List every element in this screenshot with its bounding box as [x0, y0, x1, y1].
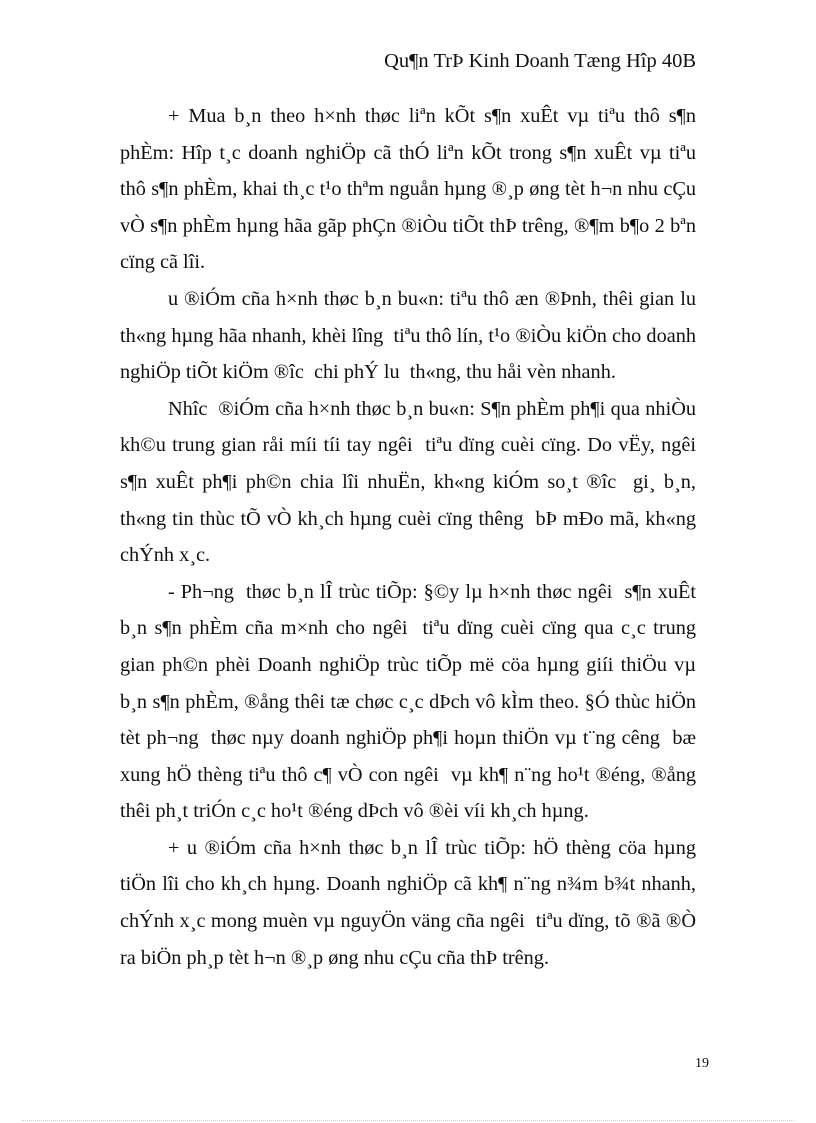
paragraph-wholesale-disadvantages: Nhîc ®iÓm cña h×nh thøc b¸n bu«n: S¶n phÈm ph¶i qua nhiÒu kh©u trung gian råi míi tíi tay ngêi tiªu dïng cuèi cïng. Do vËy, ngêi s¶n xuÊt ph¶i ph©n chia lîi nhuËn, kh«ng kiÓm so¸t ®îc gi¸ b¸n, th«ng tin thùc tÕ vÒ kh¸ch hµng cuèi cïng thêng bÞ mÐo mã, kh«ng chÝnh x¸c. — [120, 397, 707, 567]
page-edge-divider — [22, 1120, 794, 1121]
paragraph-joint-production-sales: + Mua b¸n theo h×nh thøc liªn kÕt s¶n xuÊt vµ tiªu thô s¶n phÈm: Hîp t¸c doanh nghiÖp cã thÓ liªn kÕt trong s¶n xuÊt vµ tiªu thô s¶n phÈm, khai th¸c t¹o thªm nguån hµng ®¸p øng tèt h¬n nhu cÇu vÒ s¶n phÈm hµng hãa gãp phÇn ®iÒu tiÕt thÞ trêng, ®¶m b¶o 2 bªn cïng cã lîi. — [120, 105, 702, 274]
paragraph-direct-retail: - Ph¬ng thøc b¸n lÎ trùc tiÕp: §©y lµ h×nh thøc ngêi s¶n xuÊt b¸n s¶n phÈm cña m×nh cho ngêi tiªu dïng cuèi cïng qua c¸c trung gian ph©n phèi Doanh nghiÖp trùc tiÕp më cöa hµng giíi thiÖu vµ b¸n s¶n phÈm, ®ång thêi tæ chøc c¸c dÞch vô kÌm theo. §Ó thùc hiÖn tèt ph¬ng thøc nµy doanh nghiÖp ph¶i hoµn thiÖn vµ t¨ng cêng bæ xung hÖ thèng tiªu thô c¶ vÒ con ngêi vµ kh¶ n¨ng ho¹t ®éng, ®ång thêi ph¸t triÓn c¸c ho¹t ®éng dÞch vô ®èi víi kh¸ch hµng. — [120, 580, 702, 823]
running-header: Qu¶n TrÞ Kinh Doanh Tæng Hîp 40B — [384, 50, 696, 72]
body-text — [120, 98, 707, 976]
paragraph-direct-retail-advantages: + u ®iÓm cña h×nh thøc b¸n lÎ trùc tiÕp: hÖ thèng cöa hµng tiÖn lîi cho kh¸ch hµng. Doanh nghiÖp cã kh¶ n¨ng n¾m b¾t nhanh, chÝnh x¸c mong muèn vµ nguyÖn väng cña ngêi tiªu dïng, tõ ®ã ®Ò ra biÖn ph¸p tèt h¬n ®¸p øng nhu cÇu cña thÞ trêng. — [120, 836, 702, 969]
paragraph-wholesale-advantages: u ®iÓm cña h×nh thøc b¸n bu«n: tiªu thô æn ®Þnh, thêi gian lu th«ng hµng hãa nhanh, khèi lîng tiªu thô lín, t¹o ®iÒu kiÖn cho doanh nghiÖp tiÕt kiÖm ®îc chi phÝ lu th«ng, thu håi vèn nhanh. — [120, 287, 707, 384]
page-number: 19 — [695, 1056, 709, 1071]
